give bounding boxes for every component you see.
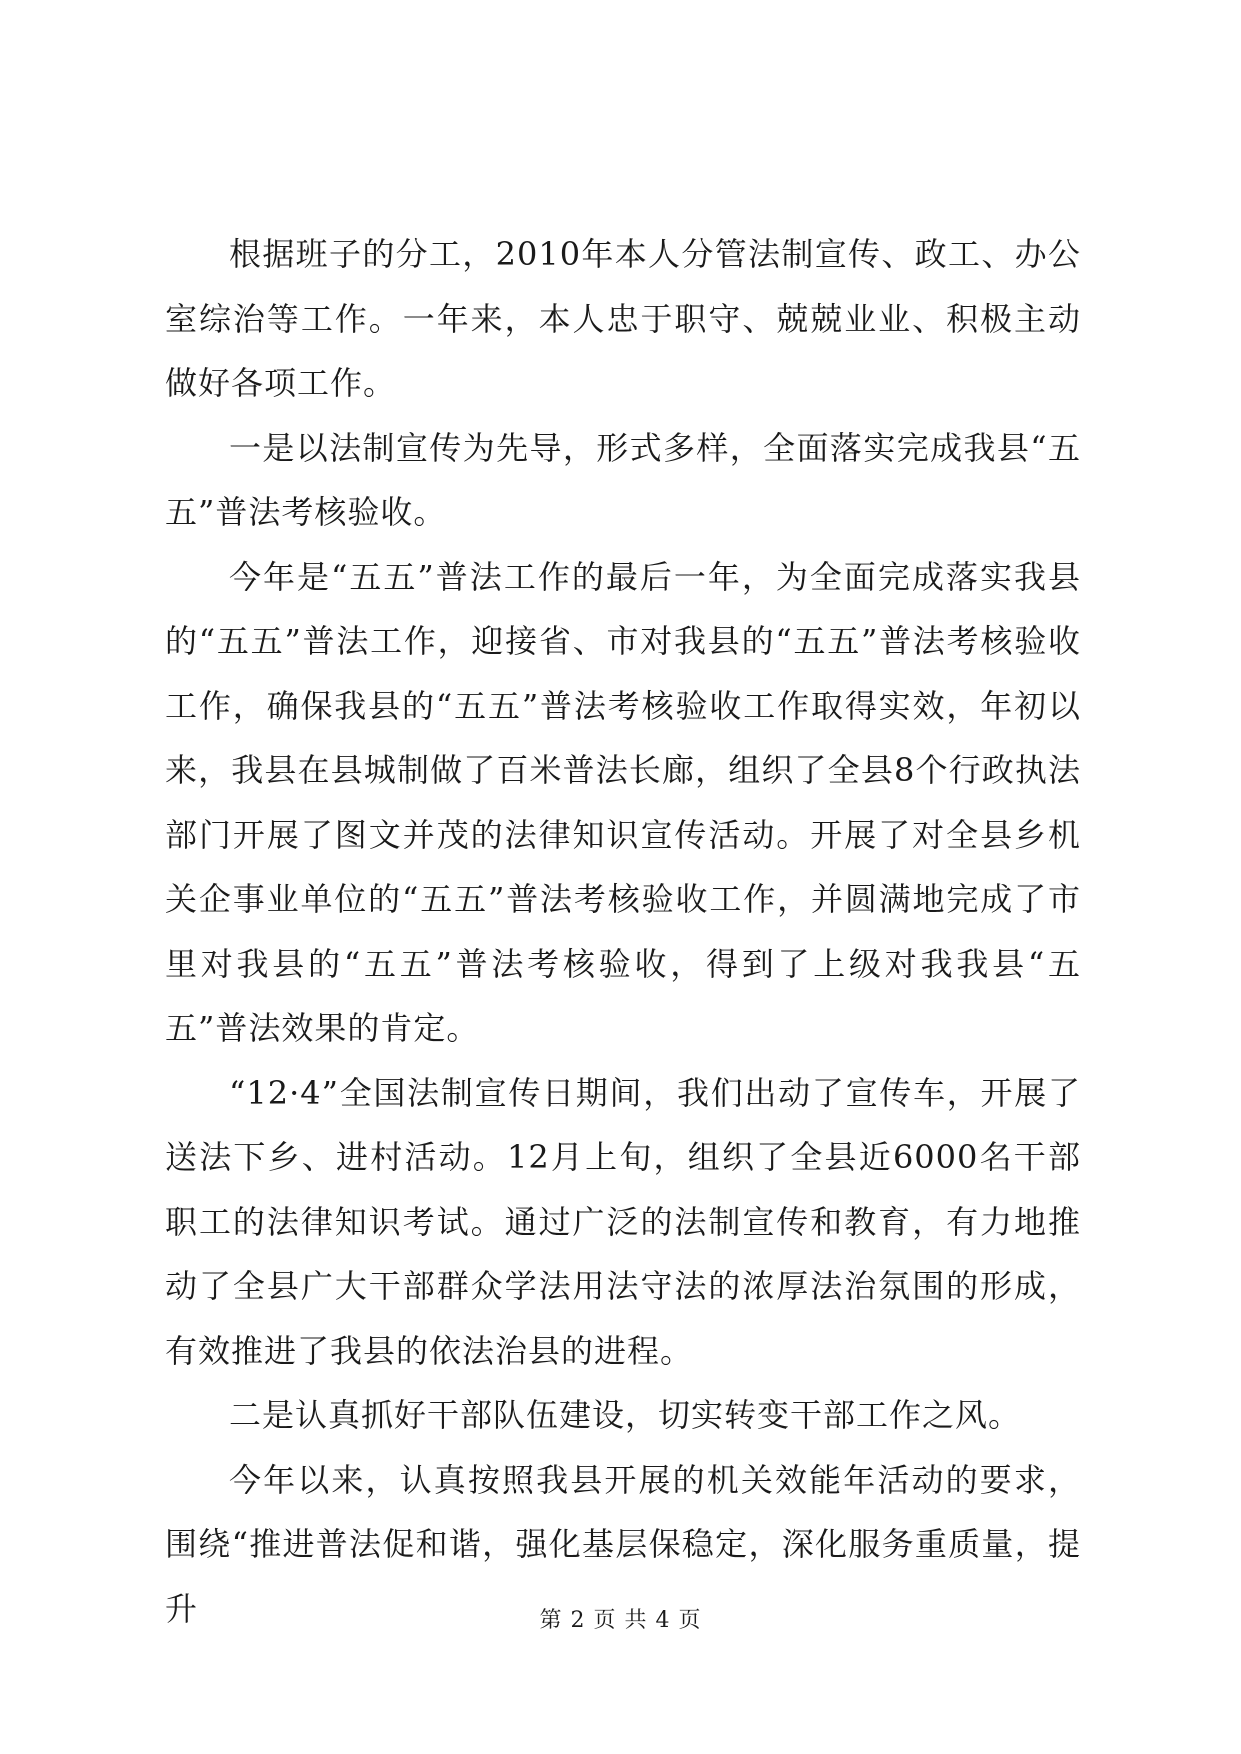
- page-number: 第 2 页 共 4 页: [539, 1608, 702, 1633]
- paragraph: “12·4”全国法制宣传日期间，我们出动了宣传车，开展了送法下乡、进村活动。12月上旬，组织了全县近6000名干部职工的法律知识考试。通过广泛的法制宣传和教育，有力地推动了全县广大干部群众学法用法守法的浓厚法治氛围的形成，有效推进了我县的依法治县的进程。: [165, 1073, 1081, 1370]
- document-body: [165, 222, 1081, 1641]
- paragraph: 今年是“五五”普法工作的最后一年，为全面完成落实我县的“五五”普法工作，迎接省、市对我县的“五五”普法考核验收工作，确保我县的“五五”普法考核验收工作取得实效，年初以来，我县在县城制做了百米普法长廊，组织了全县8个行政执法部门开展了图文并茂的法律知识宣传活动。开展了对全县乡机关企事业单位的“五五”普法考核验收工作，并圆满地完成了市里对我县的“五五”普法考核验收，得到了上级对我我县“五五”普法效果的肯定。: [165, 557, 1081, 1047]
- paragraph: 根据班子的分工，2010年本人分管法制宣传、政工、办公室综治等工作。一年来，本人忠于职守、兢兢业业、积极主动做好各项工作。: [165, 235, 1081, 402]
- paragraph: 今年以来，认真按照我县开展的机关效能年活动的要求，围绕“推进普法促和谐，强化基层保稳定，深化服务重质量，提升: [165, 1460, 1081, 1628]
- page-footer: [0, 1606, 1241, 1636]
- paragraph: 二是认真抓好干部队伍建设，切实转变干部工作之风。: [229, 1396, 1022, 1434]
- paragraph: 一是以法制宣传为先导，形式多样，全面落实完成我县“五五”普法考核验收。: [165, 428, 1081, 531]
